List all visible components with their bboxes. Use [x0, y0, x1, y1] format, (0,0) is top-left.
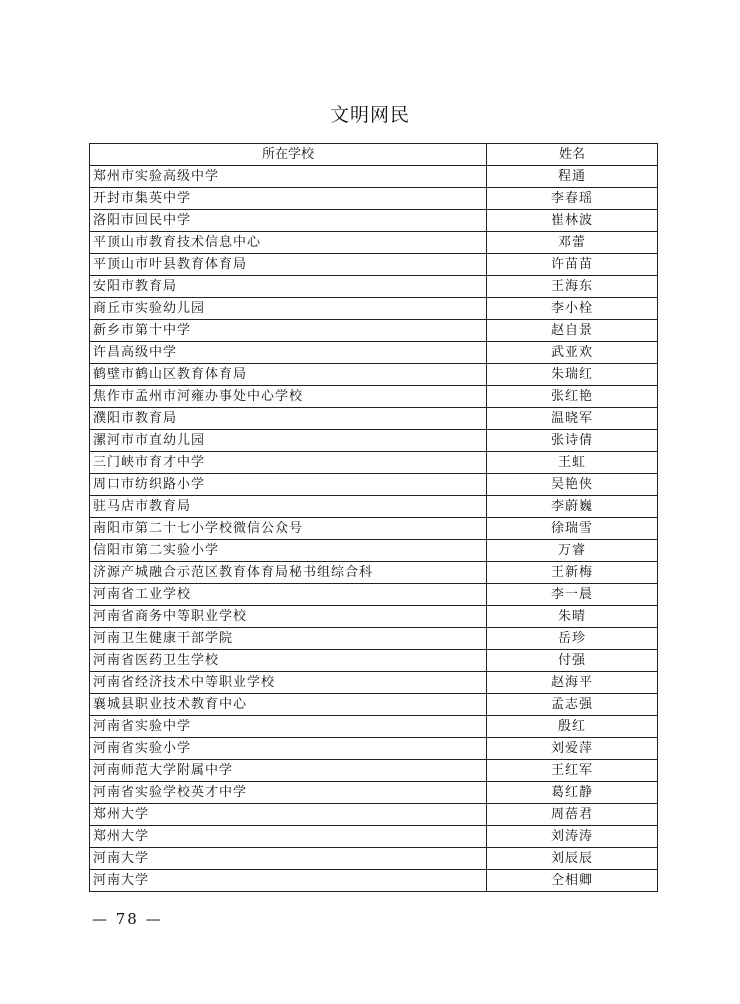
table-row — [90, 386, 658, 408]
school-cell: 平顶山市教育技术信息中心 — [90, 232, 487, 254]
school-cell: 驻马店市教育局 — [90, 496, 487, 518]
page-number: — 78 — — [92, 910, 163, 928]
name-cell: 朱晴 — [487, 606, 658, 628]
table-row — [90, 760, 658, 782]
name-cell: 程通 — [487, 166, 658, 188]
table-header-row — [90, 144, 658, 166]
table-row — [90, 694, 658, 716]
name-cell: 李蔚巍 — [487, 496, 658, 518]
school-cell: 安阳市教育局 — [90, 276, 487, 298]
table-row — [90, 342, 658, 364]
table-row — [90, 408, 658, 430]
name-cell: 吴艳侠 — [487, 474, 658, 496]
name-cell: 温晓军 — [487, 408, 658, 430]
school-cell: 三门峡市育才中学 — [90, 452, 487, 474]
column-header-school-label: 所在学校 — [261, 147, 314, 162]
table-row — [90, 870, 658, 892]
name-cell: 李春瑶 — [487, 188, 658, 210]
name-cell: 付强 — [487, 650, 658, 672]
school-cell: 漯河市市直幼儿园 — [90, 430, 487, 452]
name-cell: 仝相卿 — [487, 870, 658, 892]
school-cell: 济源产城融合示范区教育体育局秘书组综合科 — [90, 562, 487, 584]
table-row — [90, 166, 658, 188]
name-cell: 周蓓君 — [487, 804, 658, 826]
school-cell: 周口市纺织路小学 — [90, 474, 487, 496]
name-cell: 张红艳 — [487, 386, 658, 408]
name-cell: 许苗苗 — [487, 254, 658, 276]
table-row — [90, 496, 658, 518]
column-header-school — [90, 144, 487, 166]
school-cell: 河南省经济技术中等职业学校 — [90, 672, 487, 694]
name-cell: 岳珍 — [487, 628, 658, 650]
school-cell: 河南大学 — [90, 848, 487, 870]
table-row — [90, 210, 658, 232]
name-cell: 李小栓 — [487, 298, 658, 320]
table-row — [90, 606, 658, 628]
school-cell: 河南省工业学校 — [90, 584, 487, 606]
school-cell: 许昌高级中学 — [90, 342, 487, 364]
name-cell: 王新梅 — [487, 562, 658, 584]
name-cell: 邓蕾 — [487, 232, 658, 254]
table-row — [90, 518, 658, 540]
name-cell: 刘爱萍 — [487, 738, 658, 760]
name-cell: 万睿 — [487, 540, 658, 562]
table-row — [90, 320, 658, 342]
name-cell: 朱瑞红 — [487, 364, 658, 386]
school-cell: 河南省实验中学 — [90, 716, 487, 738]
table-row — [90, 364, 658, 386]
school-cell: 郑州大学 — [90, 804, 487, 826]
school-cell: 开封市集英中学 — [90, 188, 487, 210]
name-cell: 刘辰辰 — [487, 848, 658, 870]
name-cell: 徐瑞雪 — [487, 518, 658, 540]
school-cell: 襄城县职业技术教育中心 — [90, 694, 487, 716]
school-cell: 鹤壁市鹤山区教育体育局 — [90, 364, 487, 386]
table-row — [90, 474, 658, 496]
name-cell: 孟志强 — [487, 694, 658, 716]
name-cell: 崔林波 — [487, 210, 658, 232]
table-row — [90, 540, 658, 562]
table-row — [90, 716, 658, 738]
table-row — [90, 254, 658, 276]
table-row — [90, 276, 658, 298]
school-cell: 平顶山市叶县教育体育局 — [90, 254, 487, 276]
school-cell: 河南省实验学校英才中学 — [90, 782, 487, 804]
name-cell: 殷红 — [487, 716, 658, 738]
name-cell: 李一晨 — [487, 584, 658, 606]
award-table — [89, 143, 658, 892]
school-cell: 信阳市第二实验小学 — [90, 540, 487, 562]
school-cell: 焦作市孟州市河雍办事处中心学校 — [90, 386, 487, 408]
name-cell: 刘涛涛 — [487, 826, 658, 848]
table-row — [90, 298, 658, 320]
school-cell: 河南大学 — [90, 870, 487, 892]
name-cell: 王红军 — [487, 760, 658, 782]
school-cell: 洛阳市回民中学 — [90, 210, 487, 232]
table-body — [90, 166, 658, 892]
table-row — [90, 826, 658, 848]
name-cell: 王虹 — [487, 452, 658, 474]
school-cell: 郑州市实验高级中学 — [90, 166, 487, 188]
column-header-name: 姓名 — [487, 144, 658, 166]
table-row — [90, 804, 658, 826]
table-row — [90, 650, 658, 672]
school-cell: 河南省商务中等职业学校 — [90, 606, 487, 628]
name-cell: 赵自景 — [487, 320, 658, 342]
school-cell: 河南省医药卫生学校 — [90, 650, 487, 672]
table-row — [90, 782, 658, 804]
table-row — [90, 232, 658, 254]
school-cell: 南阳市第二十七小学校微信公众号 — [90, 518, 487, 540]
name-cell: 葛红静 — [487, 782, 658, 804]
table-row — [90, 430, 658, 452]
table-row — [90, 738, 658, 760]
table-row — [90, 628, 658, 650]
table-row — [90, 584, 658, 606]
school-cell: 郑州大学 — [90, 826, 487, 848]
name-cell: 张诗倩 — [487, 430, 658, 452]
school-cell: 河南省实验小学 — [90, 738, 487, 760]
school-cell: 河南师范大学附属中学 — [90, 760, 487, 782]
school-cell: 濮阳市教育局 — [90, 408, 487, 430]
school-cell: 商丘市实验幼儿园 — [90, 298, 487, 320]
name-cell: 武亚欢 — [487, 342, 658, 364]
school-cell: 河南卫生健康干部学院 — [90, 628, 487, 650]
table-row — [90, 188, 658, 210]
table-row — [90, 672, 658, 694]
school-cell: 新乡市第十中学 — [90, 320, 487, 342]
name-cell: 王海东 — [487, 276, 658, 298]
table-row — [90, 848, 658, 870]
page-title: 文明网民 — [329, 104, 410, 126]
table-row — [90, 452, 658, 474]
name-cell: 赵海平 — [487, 672, 658, 694]
table-row — [90, 562, 658, 584]
